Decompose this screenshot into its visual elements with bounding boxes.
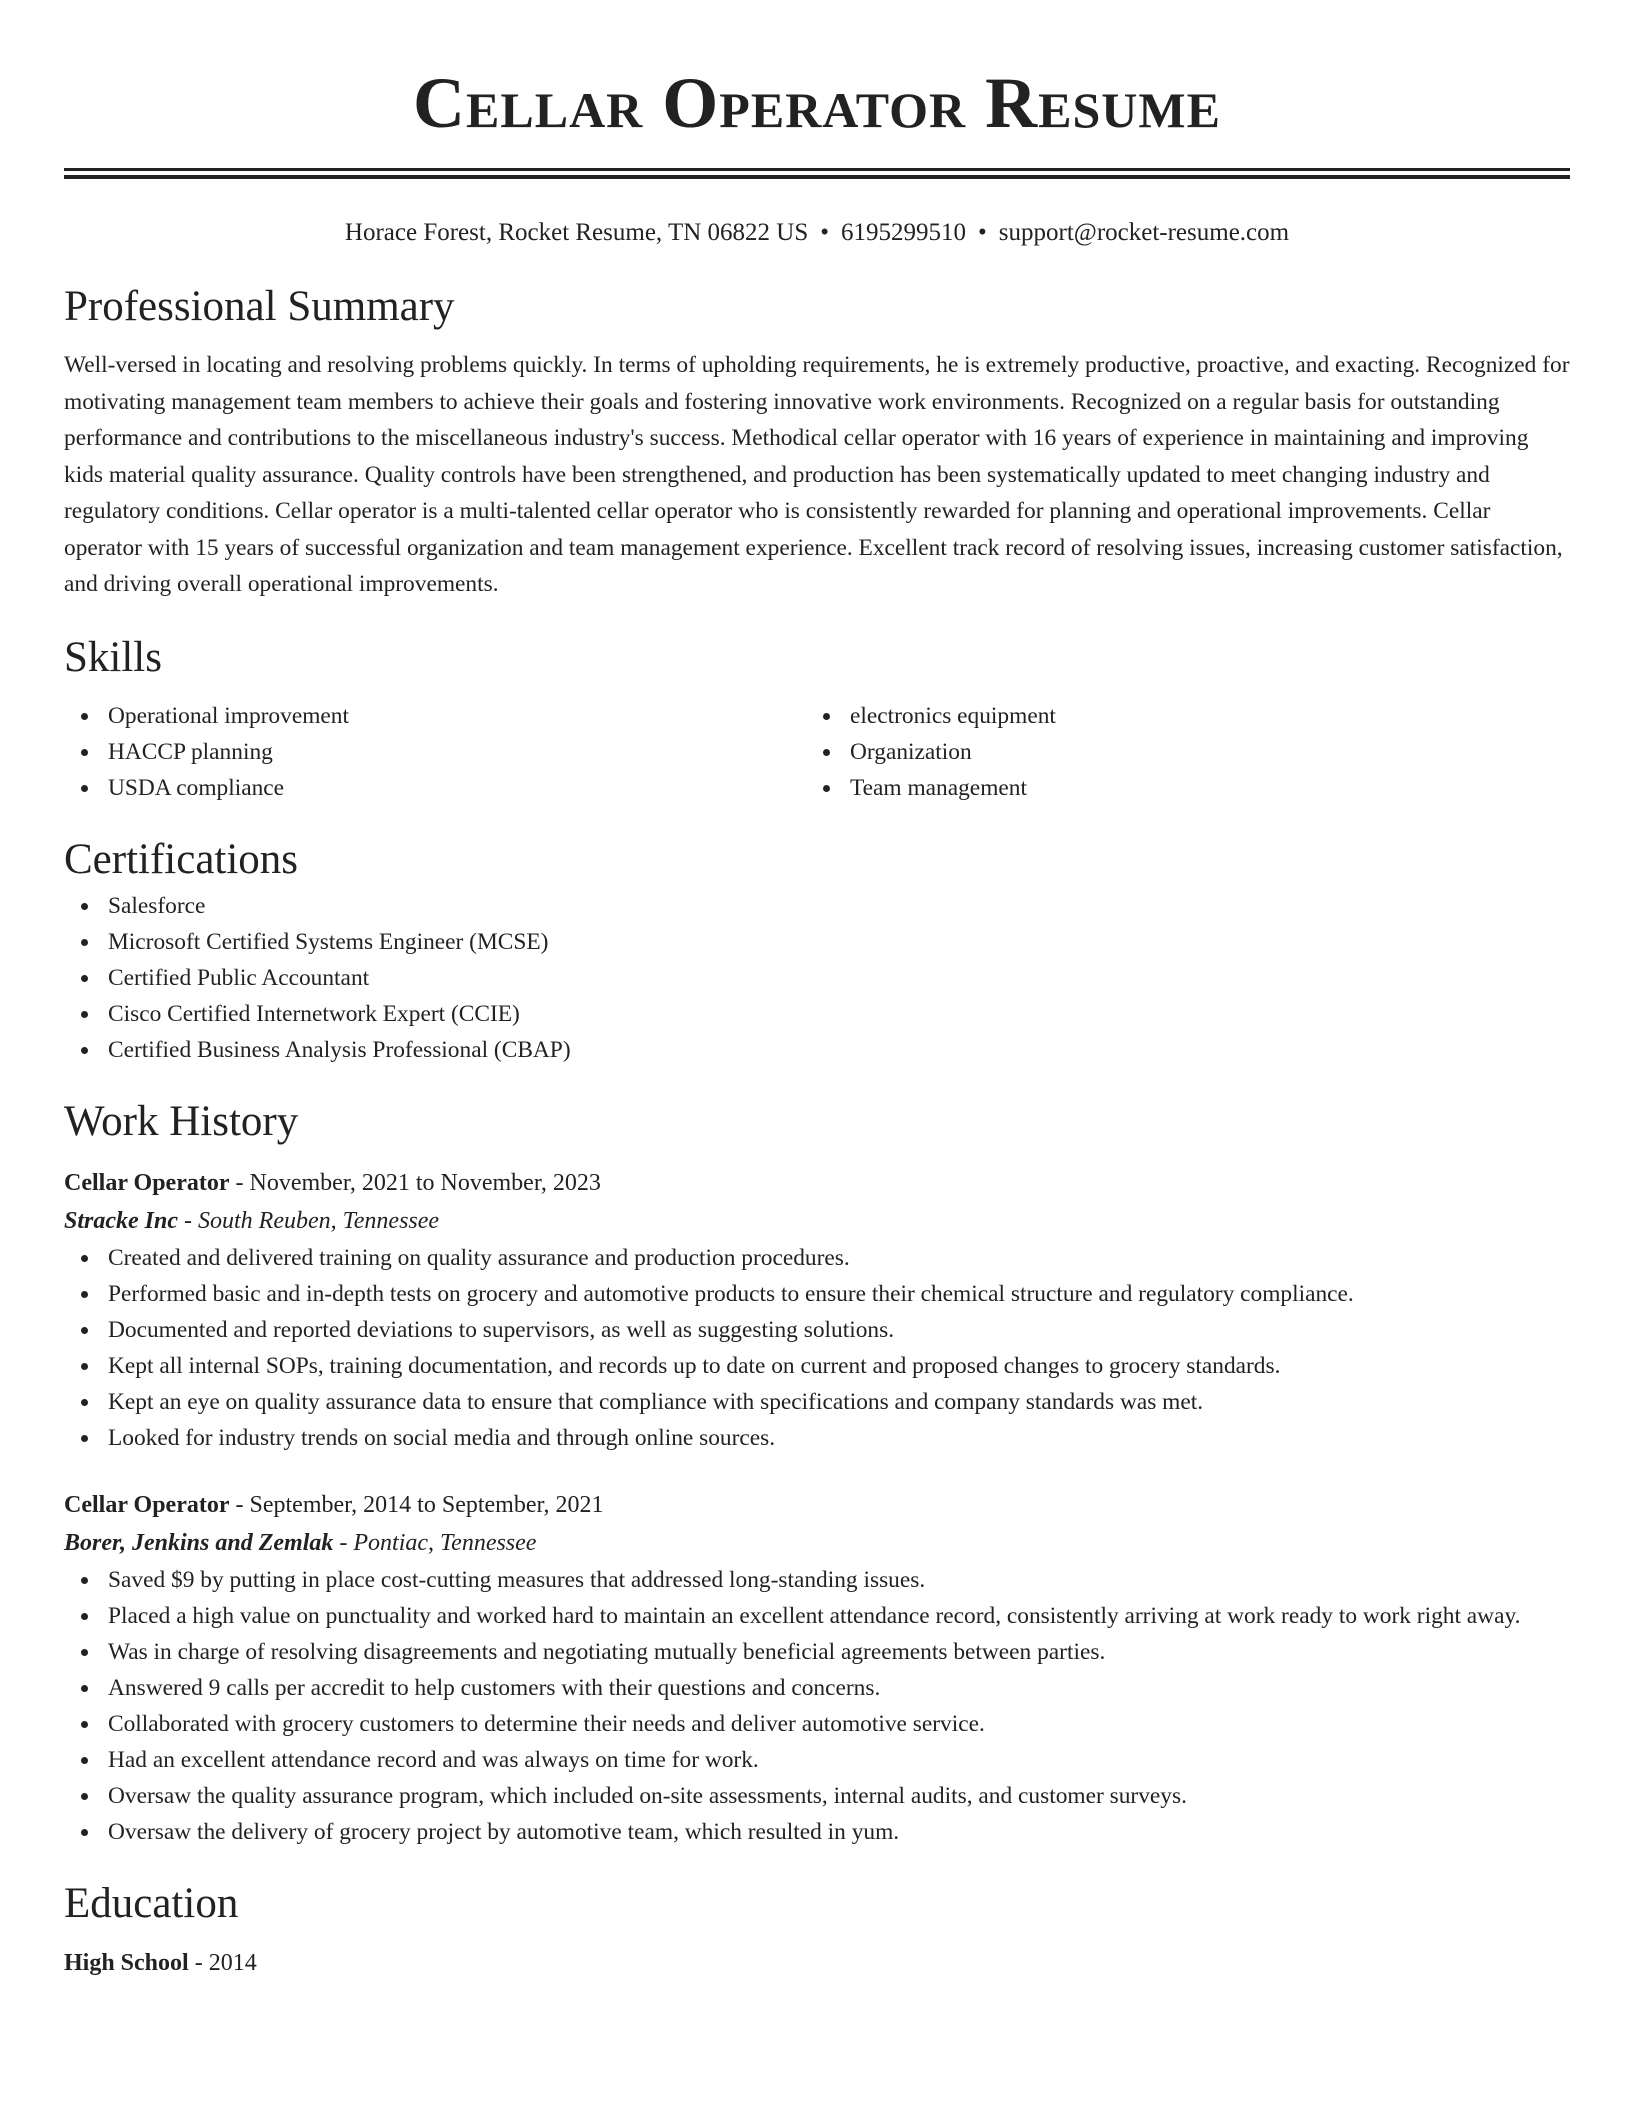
contact-email: support@rocket-resume.com bbox=[998, 219, 1290, 246]
skills-grid bbox=[64, 698, 1570, 806]
job-location: - South Reuben, Tennessee bbox=[178, 1207, 440, 1234]
job-bullet: Collaborated with grocery customers to determine their needs and deliver automotive service. bbox=[64, 1706, 1570, 1742]
job-role: Cellar Operator bbox=[64, 1169, 230, 1196]
skills-heading: Skills bbox=[64, 633, 162, 681]
resume-page bbox=[64, 0, 1570, 1982]
job-dates: - November, 2021 to November, 2023 bbox=[229, 1169, 601, 1196]
skill-item: Organization bbox=[806, 734, 1548, 770]
contact-separator: • bbox=[820, 219, 830, 246]
education-heading: Education bbox=[64, 1879, 239, 1927]
job-bullet: Kept all internal SOPs, training documentation, and records up to date on current and proposed changes to grocery standards. bbox=[64, 1348, 1570, 1384]
education-section bbox=[64, 1876, 1570, 1982]
job-company-line bbox=[64, 1202, 1570, 1240]
job-title-line bbox=[64, 1164, 1570, 1202]
education-entry bbox=[64, 1944, 1570, 1982]
education-year: - 2014 bbox=[188, 1949, 257, 1976]
skill-item: electronics equipment bbox=[806, 698, 1548, 734]
skill-item: Operational improvement bbox=[64, 698, 806, 734]
certification-item: Cisco Certified Internetwork Expert (CCIE) bbox=[64, 996, 1570, 1032]
job-company: Stracke Inc bbox=[64, 1207, 178, 1234]
job-location: - Pontiac, Tennessee bbox=[333, 1529, 537, 1556]
job-bullet: Had an excellent attendance record and was always on time for work. bbox=[64, 1742, 1570, 1778]
certification-item: Certified Public Accountant bbox=[64, 960, 1570, 996]
job-bullet: Oversaw the delivery of grocery project by automotive team, which resulted in yum. bbox=[64, 1814, 1570, 1850]
skills-column-right bbox=[806, 698, 1548, 806]
job-bullet: Oversaw the quality assurance program, which included on-site assessments, internal audits, and customer surveys. bbox=[64, 1778, 1570, 1814]
skill-item: USDA compliance bbox=[64, 770, 806, 806]
job-bullet: Saved $9 by putting in place cost-cutting measures that addressed long-standing issues. bbox=[64, 1562, 1570, 1598]
summary-heading: Professional Summary bbox=[64, 283, 455, 330]
certifications-list bbox=[64, 888, 1570, 1068]
job-entry bbox=[64, 1486, 1570, 1850]
job-bullet: Created and delivered training on quality assurance and production procedures. bbox=[64, 1240, 1570, 1276]
skill-item: Team management bbox=[806, 770, 1548, 806]
job-entry bbox=[64, 1164, 1570, 1456]
job-bullet: Performed basic and in-depth tests on grocery and automotive products to ensure their chemical structure and regulatory compliance. bbox=[64, 1276, 1570, 1312]
job-bullet: Placed a high value on punctuality and worked hard to maintain an excellent attendance record, consistently arriving at work ready to work right away. bbox=[64, 1598, 1570, 1634]
work-history-heading: Work History bbox=[64, 1097, 299, 1145]
education-degree: High School bbox=[64, 1949, 189, 1976]
contact-line bbox=[64, 213, 1570, 253]
job-title-line bbox=[64, 1486, 1570, 1524]
job-role: Cellar Operator bbox=[64, 1491, 230, 1518]
job-bullet: Documented and reported deviations to supervisors, as well as suggesting solutions. bbox=[64, 1312, 1570, 1348]
page-title: Cellar Operator Resume bbox=[413, 63, 1221, 143]
certification-item: Salesforce bbox=[64, 888, 1570, 924]
job-company: Borer, Jenkins and Zemlak bbox=[64, 1529, 334, 1556]
contact-phone: 6195299510 bbox=[841, 219, 967, 246]
job-company-line bbox=[64, 1524, 1570, 1562]
skill-item: HACCP planning bbox=[64, 734, 806, 770]
summary-text: Well-versed in locating and resolving problems quickly. In terms of upholding requirements, he is extremely productive, proactive, and exacting. Recognized for motivating management team members to achieve their goals and fostering innovative work environments. Recognized on a regular basis for outstanding performance and contributions to the miscellaneous industry's success. Methodical cellar operator with 16 years of experience in maintaining and improving kids material quality assurance. Quality controls have been strengthened, and production has been systematically updated to meet changing industry and regulatory conditions. Cellar operator is a multi-talented cellar operator who is consistently rewarded for planning and operational improvements. Cellar operator with 15 years of successful organization and team management experience. Excellent track record of resolving issues, increasing customer satisfaction, and driving overall operational improvements. bbox=[64, 352, 1570, 597]
skills-column-left bbox=[64, 698, 806, 806]
job-bullet: Looked for industry trends on social media and through online sources. bbox=[64, 1420, 1570, 1456]
certification-item: Certified Business Analysis Professional (CBAP) bbox=[64, 1032, 1570, 1068]
summary-section bbox=[64, 279, 1570, 603]
certifications-heading: Certifications bbox=[64, 835, 299, 883]
skills-section bbox=[64, 630, 1570, 806]
certifications-section bbox=[64, 832, 1570, 1068]
job-bullet: Was in charge of resolving disagreements and negotiating mutually beneficial agreements between parties. bbox=[64, 1634, 1570, 1670]
contact-address: Horace Forest, Rocket Resume, TN 06822 US bbox=[344, 219, 809, 246]
job-bullet: Kept an eye on quality assurance data to ensure that compliance with specifications and company standards was met. bbox=[64, 1384, 1570, 1420]
job-bullets bbox=[64, 1240, 1570, 1456]
contact-separator: • bbox=[978, 219, 987, 246]
job-dates: - September, 2014 to September, 2021 bbox=[229, 1491, 604, 1518]
job-bullet: Answered 9 calls per accredit to help customers with their questions and concerns. bbox=[64, 1670, 1570, 1706]
job-bullets bbox=[64, 1562, 1570, 1850]
certification-item: Microsoft Certified Systems Engineer (MCSE) bbox=[64, 924, 1570, 960]
work-history-section bbox=[64, 1094, 1570, 1850]
title-divider bbox=[64, 168, 1570, 179]
